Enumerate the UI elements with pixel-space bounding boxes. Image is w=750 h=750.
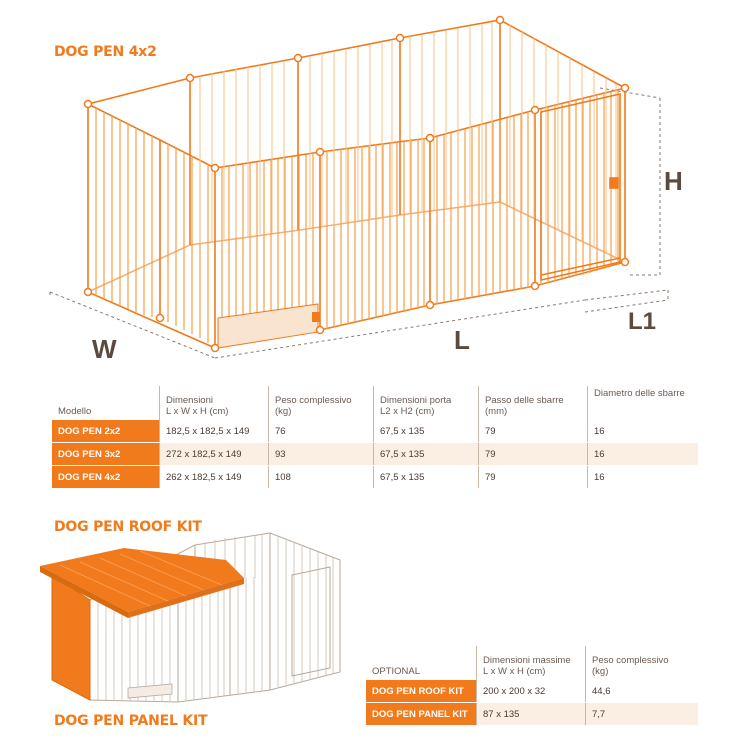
diameter-value: 16 — [588, 420, 699, 443]
col-header-max-dimensions: Dimensioni massime L x W x H (cm) — [477, 646, 586, 680]
diameter-value: 16 — [588, 466, 699, 489]
dimensions-value: 87 x 135 — [477, 703, 586, 726]
col-header-model: Modello — [58, 406, 92, 417]
model-name: DOG PEN 3x2 — [52, 443, 160, 466]
col-header-bar-diameter: Diametro delle sbarre — [588, 386, 699, 420]
pitch-value: 79 — [479, 420, 588, 443]
door-value: 67,5 x 135 — [374, 466, 479, 489]
roof-kit-title: DOG PEN ROOF KIT — [54, 519, 202, 535]
weight-value: 7,7 — [586, 703, 699, 726]
table-row — [366, 680, 698, 703]
dimensions-value: 200 x 200 x 32 — [477, 680, 586, 703]
dimension-h-label: H — [664, 166, 683, 196]
dimension-l-label: L — [454, 325, 470, 355]
weight-value: 93 — [269, 443, 374, 466]
dimension-w-label: W — [92, 334, 117, 364]
optional-name: DOG PEN ROOF KIT — [366, 680, 477, 703]
col-header-dimensions: Dimensioni L x W x H (cm) — [160, 386, 269, 420]
dimension-l1-label: L1 — [628, 308, 657, 335]
dimensions-value: 182,5 x 182,5 x 149 — [160, 420, 269, 443]
table-row — [52, 420, 698, 443]
col-header-total-weight: Peso complessivo (kg) — [586, 646, 699, 680]
model-name: DOG PEN 2x2 — [52, 420, 160, 443]
weight-value: 44,6 — [586, 680, 699, 703]
col-header-optional: OPTIONAL — [372, 666, 421, 677]
table-row — [52, 466, 698, 489]
dimensions-value: 262 x 182,5 x 149 — [160, 466, 269, 489]
diameter-value: 16 — [588, 443, 699, 466]
dimensions-value: 272 x 182,5 x 149 — [160, 443, 269, 466]
table-row — [366, 703, 698, 726]
model-name: DOG PEN 4x2 — [52, 466, 160, 489]
pitch-value: 79 — [479, 466, 588, 489]
weight-value: 108 — [269, 466, 374, 489]
main-product-title: DOG PEN 4x2 — [54, 44, 157, 60]
optional-name: DOG PEN PANEL KIT — [366, 703, 477, 726]
specs-table — [52, 386, 698, 489]
door-value: 67,5 x 135 — [374, 420, 479, 443]
weight-value: 76 — [269, 420, 374, 443]
table-row — [52, 443, 698, 466]
door-value: 67,5 x 135 — [374, 443, 479, 466]
col-header-bar-pitch: Passo delle sbarre (mm) — [479, 386, 588, 420]
pitch-value: 79 — [479, 443, 588, 466]
col-header-weight: Peso complessivo (kg) — [269, 386, 374, 420]
optional-table — [366, 646, 698, 726]
col-header-door: Dimensioni porta L2 x H2 (cm) — [374, 386, 479, 420]
panel-kit-title: DOG PEN PANEL KIT — [54, 713, 208, 729]
